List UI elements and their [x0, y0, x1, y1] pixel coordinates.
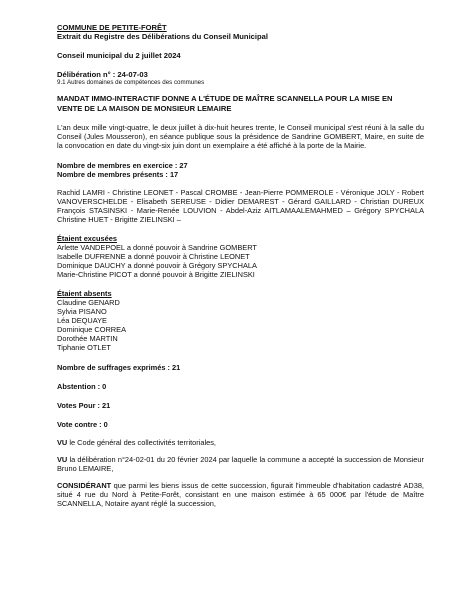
register-extract: Extrait du Registre des Délibérations du Conseil Municipal [57, 32, 268, 41]
present-members-list: Rachid LAMRI - Christine LEONET - Pascal CROMBE - Jean-Pierre POMMEROLE - Véronique JOLY - Robert VANOVERSCHELDE - Elisabeth SEREUSE - Didier DEMAREST - Gérard GAILLARD - Christian DUREUX François STASINSKI - Marie-Renée LOUVION - Abdel-Aziz AITLAMAALEMAHMED – Grégory SPYCHALA Christine HUET - Brigitte ZIELINSKI – [57, 188, 424, 224]
meeting-date: Conseil municipal du 2 juillet 2024 [57, 51, 181, 60]
deliberation-category: 9.1 Autres domaines de compétences des communes [57, 79, 205, 86]
excused-line: Dominique DAUCHY a donné pouvoir à Grégory SPYCHALA [57, 261, 257, 270]
excused-heading: Étaient excusées [57, 234, 117, 243]
intro-paragraph: L'an deux mille vingt-quatre, le deux juillet à dix-huit heures trente, le Conseil municipal s'est réuni à la salle du Conseil (Jules Mousseron), en séance publique sous la présidence de Sandrine GOMBERT, Maire, en suite de la convocation en date du vingt-six juin dont un exemplaire a été affiché à la porte de la Mairie. [57, 123, 424, 150]
excused-line: Isabelle DUFRENNE a donné pouvoir à Christine LEONET [57, 252, 250, 261]
vu-deliberation-paragraph [57, 455, 424, 473]
vu-label: VU [57, 438, 68, 447]
title-line-1: MANDAT IMMO-INTERACTIF DONNE A L'ÉTUDE DE MAÎTRE SCANNELLA POUR LA MISE EN [57, 94, 393, 103]
vu-deliberation-text: la délibération n°24-02-01 du 20 février 2024 par laquelle la commune a accepté la succession de Monsieur Bruno LEMAIRE, [57, 455, 424, 473]
vu-code-paragraph [57, 438, 424, 447]
vu-label: VU [57, 455, 68, 464]
absent-section [57, 289, 424, 352]
considerant-paragraph [57, 481, 424, 508]
vu-code-text: le Code général des collectivités territoriales, [67, 438, 216, 447]
members-in-office: Nombre de membres en exercice : 27 [57, 161, 188, 170]
commune-name: COMMUNE DE PETITE-FORÊT [57, 23, 167, 32]
excused-line: Arlette VANDEPOEL a donné pouvoir à Sandrine GOMBERT [57, 243, 257, 252]
considerant-label: CONSIDÉRANT [57, 481, 112, 490]
absent-line: Claudine GENARD [57, 298, 120, 307]
deliberation-title [57, 94, 424, 114]
deliberation-number: Délibération n° : 24-07-03 [57, 70, 148, 79]
votes-expressed: Nombre de suffrages exprimés : 21 [57, 363, 181, 372]
members-present: Nombre de membres présents : 17 [57, 170, 179, 179]
excused-line: Marie-Christine PICOT a donné pouvoir à Brigitte ZIELINSKI [57, 270, 255, 279]
considerant-text: que parmi les biens issus de cette succession, figurait l'immeuble d'habitation cadastré AD38, situé 4 rue du Nord à Petite-Forêt, consistant en une maison estimée à 65 000€ par l'étude de Maître SCANNELLA, Notaire ayant réglé la succession, [57, 481, 424, 508]
absent-line: Dorothée MARTIN [57, 334, 118, 343]
absent-line: Tiphanie OTLET [57, 343, 111, 352]
absent-line: Sylvia PISANO [57, 307, 107, 316]
absent-line: Léa DEQUAYE [57, 316, 107, 325]
absent-heading: Étaient absents [57, 289, 112, 298]
votes-for: Votes Pour : 21 [57, 401, 111, 410]
votes-against: Vote contre : 0 [57, 420, 108, 429]
title-line-2: VENTE DE LA MAISON DE MONSIEUR LEMAIRE [57, 104, 232, 113]
absent-line: Dominique CORREA [57, 325, 127, 334]
excused-section [57, 234, 424, 279]
votes-abstention: Abstention : 0 [57, 382, 107, 391]
